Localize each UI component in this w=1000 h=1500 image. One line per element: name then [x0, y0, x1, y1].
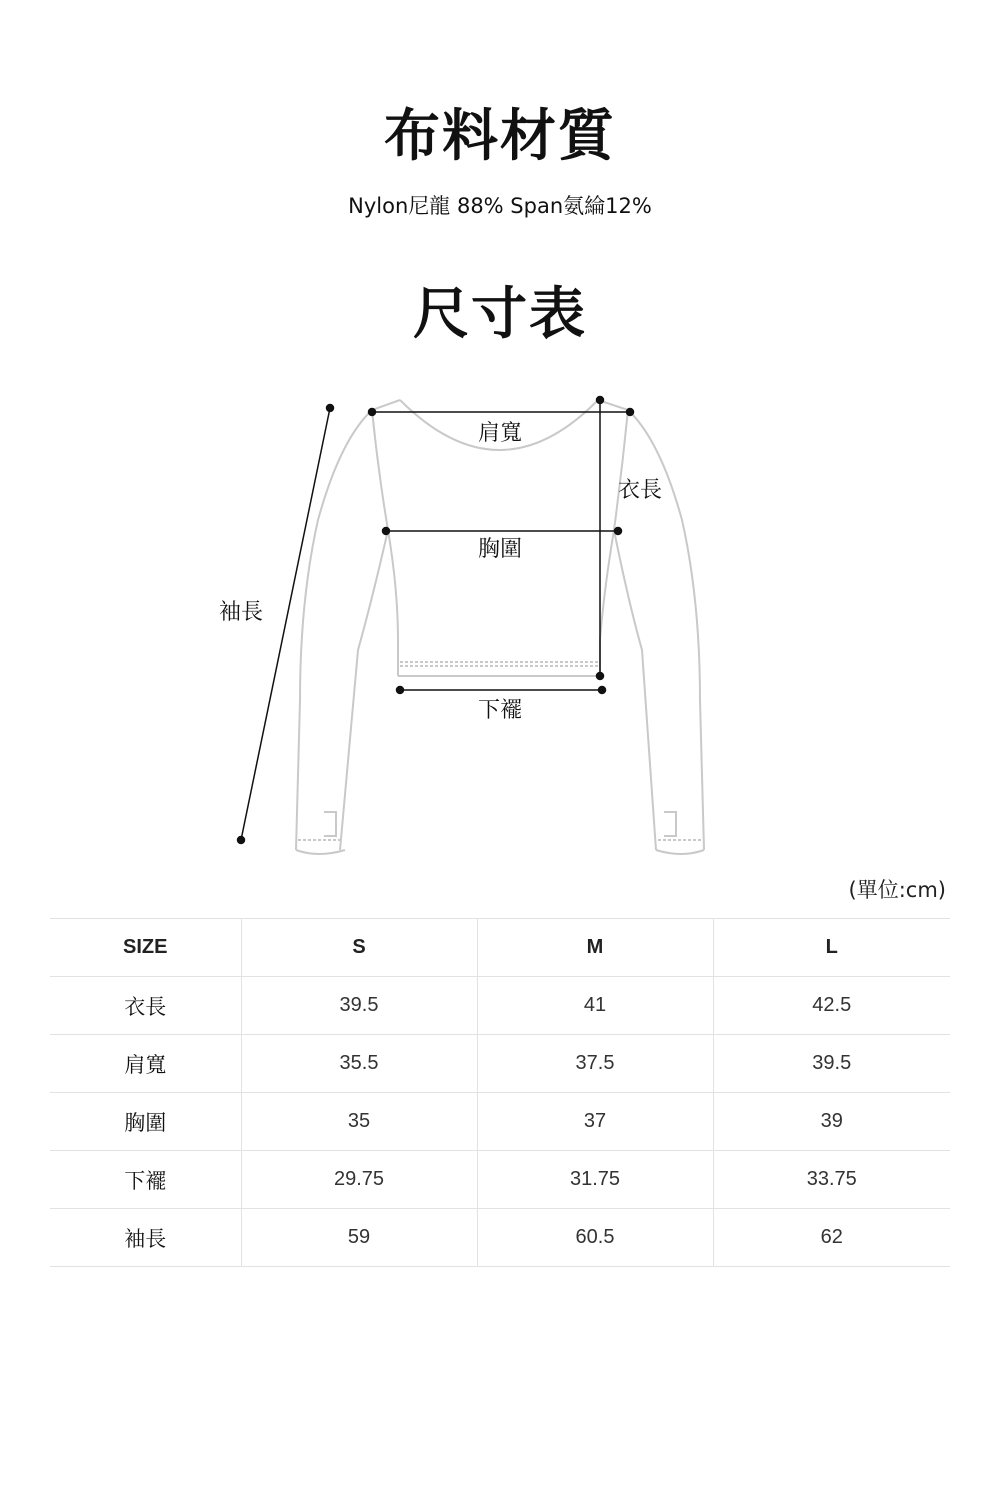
label-chest: 胸圍 — [477, 537, 523, 562]
table-cell: 29.75 — [241, 1151, 477, 1209]
table-row — [50, 1093, 950, 1151]
label-hem: 下襬 — [477, 698, 523, 723]
material-composition: Nylon尼龍 88% Span氨綸12% — [348, 194, 652, 218]
header-size: SIZE — [50, 919, 241, 977]
label-shoulder: 肩寬 — [477, 421, 523, 446]
table-cell: 35 — [241, 1093, 477, 1151]
table-cell: 33.75 — [713, 1151, 950, 1209]
table-cell: 60.5 — [477, 1209, 713, 1267]
label-length: 衣長 — [617, 478, 663, 503]
table-row — [50, 977, 950, 1035]
header-m: M — [477, 919, 713, 977]
header-l: L — [713, 919, 950, 977]
table-cell: 41 — [477, 977, 713, 1035]
table-cell: 37.5 — [477, 1035, 713, 1093]
row-label: 袖長 — [50, 1209, 241, 1267]
table-row — [50, 1209, 950, 1267]
row-label: 衣長 — [50, 977, 241, 1035]
garment-outline — [296, 400, 704, 854]
table-cell: 37 — [477, 1093, 713, 1151]
garment-diagram — [0, 380, 1000, 870]
row-label: 肩寬 — [50, 1035, 241, 1093]
table-cell: 31.75 — [477, 1151, 713, 1209]
table-cell: 39 — [713, 1093, 950, 1151]
row-label: 下襬 — [50, 1151, 241, 1209]
table-cell: 59 — [241, 1209, 477, 1267]
table-row — [50, 1151, 950, 1209]
header-s: S — [241, 919, 477, 977]
size-table — [50, 918, 950, 1267]
size-chart-title: 尺寸表 — [413, 282, 587, 347]
table-row — [50, 1035, 950, 1093]
unit-label: (單位:cm) — [848, 878, 946, 902]
table-cell: 39.5 — [241, 977, 477, 1035]
row-label: 胸圍 — [50, 1093, 241, 1151]
table-header-row — [50, 919, 950, 977]
table-cell: 39.5 — [713, 1035, 950, 1093]
table-cell: 62 — [713, 1209, 950, 1267]
table-cell: 35.5 — [241, 1035, 477, 1093]
table-cell: 42.5 — [713, 977, 950, 1035]
material-title: 布料材質 — [384, 104, 616, 169]
label-sleeve: 袖長 — [218, 600, 264, 625]
